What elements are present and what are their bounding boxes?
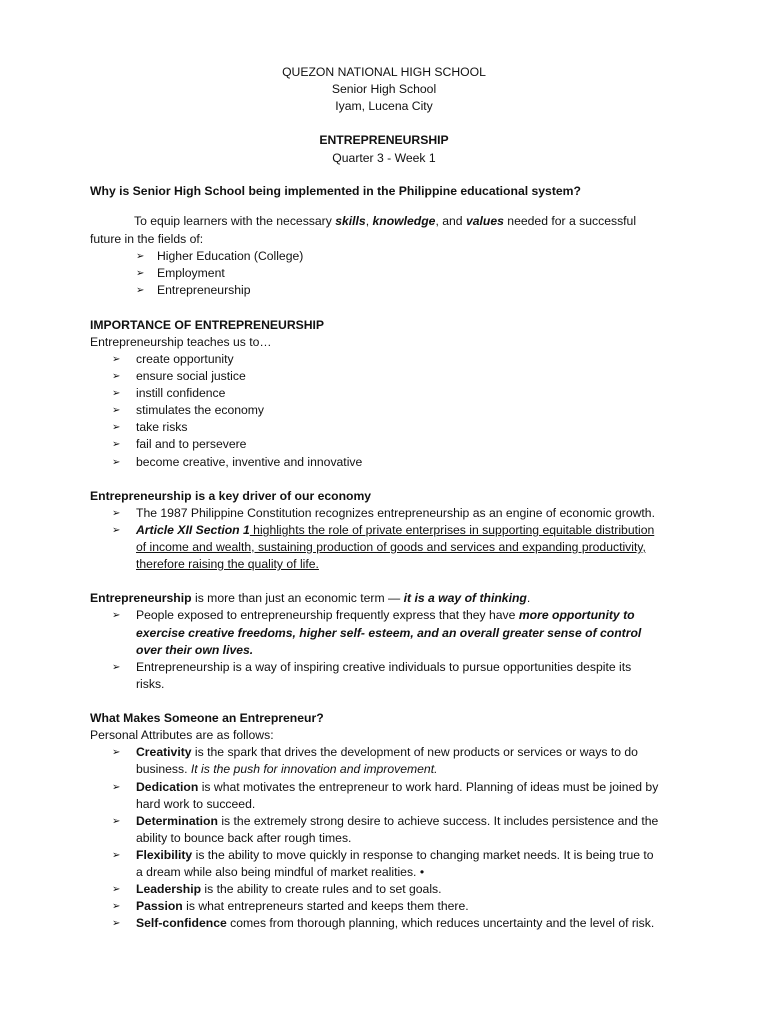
list-item: fail and to persevere — [136, 437, 247, 451]
list-item: become creative, inventive and innovative — [136, 455, 363, 469]
arrow-bullet-icon: ➢ — [112, 457, 121, 468]
subject-title: ENTREPRENEURSHIP — [319, 133, 449, 147]
list-item: Article XII Section 1 highlights the role of private enterprises in supporting equitable distribution — [136, 523, 655, 537]
arrow-bullet-icon: ➢ — [112, 662, 121, 673]
arrow-bullet-icon: ➢ — [112, 782, 121, 793]
school-department: Senior High School — [331, 82, 437, 96]
arrow-bullet-icon: ➢ — [112, 901, 121, 912]
list-item: create opportunity — [136, 352, 234, 366]
arrow-bullet-icon: ➢ — [112, 918, 121, 929]
list-item: Self-confidence comes from thorough planning, which reduces uncertainty and the level of risk. — [136, 916, 655, 930]
list-item: Determination is the extremely strong desire to achieve success. It includes persistence and the — [136, 814, 659, 828]
arrow-bullet-icon: ➢ — [112, 439, 121, 450]
list-item: Higher Education (College) — [157, 249, 304, 263]
arrow-bullet-icon: ➢ — [136, 285, 145, 296]
intro-paragraph-line-2: future in the fields of: — [90, 232, 204, 246]
list-item: Dedication is what motivates the entrepreneur to work hard. Planning of ideas must be joined by — [136, 780, 659, 794]
list-item: Flexibility is the ability to move quickly in response to changing market needs. It is being true to — [136, 848, 654, 862]
arrow-bullet-icon: ➢ — [112, 508, 121, 519]
list-item-continuation: ability to bounce back after rough times. — [136, 831, 352, 845]
list-item-continuation: exercise creative freedoms, higher self- esteem, and an overall greater sense of control — [136, 626, 642, 640]
arrow-bullet-icon: ➢ — [112, 525, 121, 536]
list-item-continuation: hard work to succeed. — [136, 797, 256, 811]
list-item-continuation: of income and wealth, sustaining production of goods and services and expanding productivity, — [136, 540, 646, 554]
list-item: Leadership is the ability to create rules and to set goals. — [136, 882, 442, 896]
list-item-continuation: therefore raising the quality of life. — [136, 557, 319, 571]
importance-heading: IMPORTANCE OF ENTREPRENEURSHIP — [90, 318, 325, 332]
entrepreneur-heading: What Makes Someone an Entrepreneur? — [90, 711, 324, 725]
attributes-intro: Personal Attributes are as follows: — [90, 728, 274, 742]
list-item: Creativity is the spark that drives the development of new products or services or ways to do — [136, 745, 638, 759]
list-item: ensure social justice — [136, 369, 246, 383]
list-item: Passion is what entrepreneurs started and keeps them there. — [136, 899, 469, 913]
list-item-continuation: business. It is the push for innovation and improvement. — [136, 762, 438, 776]
list-item: Entrepreneurship — [157, 283, 251, 297]
list-item: Entrepreneurship is a way of inspiring creative individuals to pursue opportunities despite its — [136, 660, 632, 674]
list-item-continuation: risks. — [136, 677, 165, 691]
economy-heading: Entrepreneurship is a key driver of our economy — [90, 489, 372, 503]
arrow-bullet-icon: ➢ — [112, 884, 121, 895]
list-item-continuation: a dream while also being mindful of market realities. • — [136, 865, 425, 879]
list-item: stimulates the economy — [136, 403, 265, 417]
school-name: QUEZON NATIONAL HIGH SCHOOL — [282, 65, 486, 79]
list-item: Employment — [157, 266, 225, 280]
thinking-lead: Entrepreneurship is more than just an economic term — it is a way of thinking. — [90, 591, 531, 605]
intro-paragraph-line-1: To equip learners with the necessary skills, knowledge, and values needed for a successful — [134, 214, 637, 228]
list-item: instill confidence — [136, 386, 226, 400]
list-item-continuation: over their own lives. — [136, 643, 254, 657]
arrow-bullet-icon: ➢ — [112, 816, 121, 827]
list-item: The 1987 Philippine Constitution recognizes entrepreneurship as an engine of economic growth. — [136, 506, 655, 520]
arrow-bullet-icon: ➢ — [112, 388, 121, 399]
question-heading: Why is Senior High School being implemented in the Philippine educational system? — [90, 184, 581, 198]
list-item: People exposed to entrepreneurship frequently express that they have more opportunity to — [136, 608, 635, 622]
arrow-bullet-icon: ➢ — [112, 747, 121, 758]
arrow-bullet-icon: ➢ — [112, 354, 121, 365]
arrow-bullet-icon: ➢ — [112, 850, 121, 861]
arrow-bullet-icon: ➢ — [112, 422, 121, 433]
arrow-bullet-icon: ➢ — [136, 268, 145, 279]
importance-intro: Entrepreneurship teaches us to… — [90, 335, 272, 349]
arrow-bullet-icon: ➢ — [112, 371, 121, 382]
arrow-bullet-icon: ➢ — [112, 405, 121, 416]
school-address: Iyam, Lucena City — [335, 99, 433, 113]
quarter-week: Quarter 3 - Week 1 — [332, 151, 436, 165]
list-item: take risks — [136, 420, 188, 434]
arrow-bullet-icon: ➢ — [112, 610, 121, 621]
arrow-bullet-icon: ➢ — [136, 251, 145, 262]
